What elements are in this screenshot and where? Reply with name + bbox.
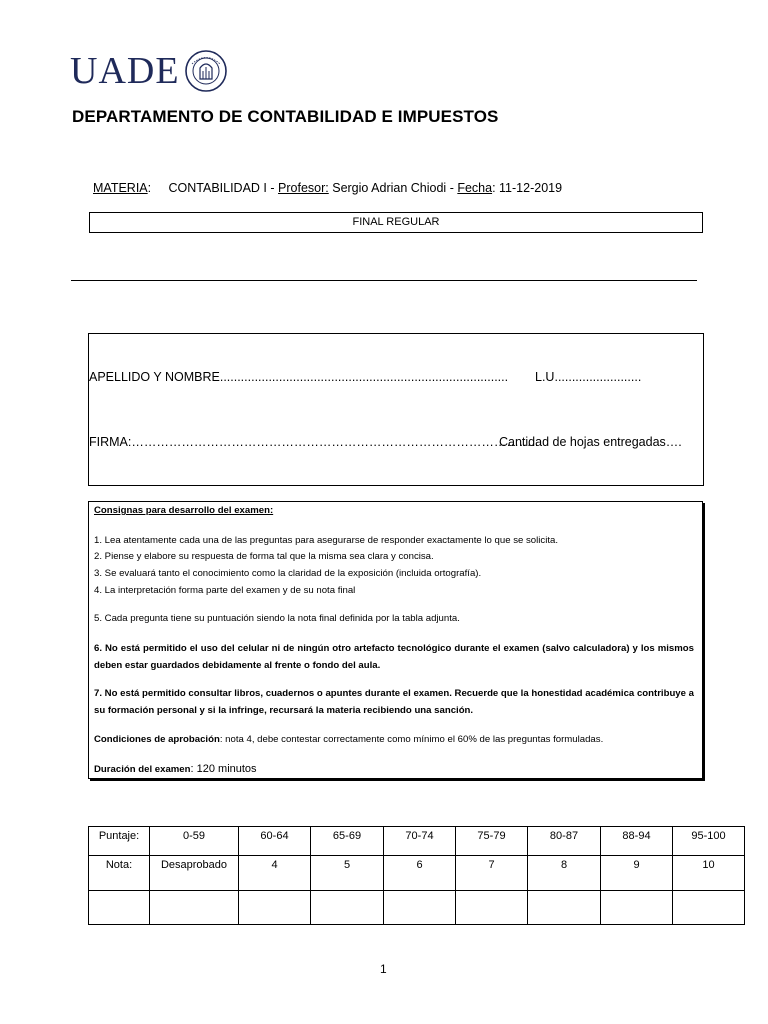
fundacion-seal-icon — [184, 49, 228, 93]
table-cell[interactable] — [89, 891, 150, 925]
table-cell: 5 — [311, 856, 384, 891]
approval-text: : nota 4, debe contestar correctamente como mínimo el 60% de las preguntas formuladas. — [219, 734, 604, 745]
empty-row — [89, 891, 745, 925]
table-cell: 75-79 — [456, 827, 528, 856]
table-cell: Puntaje: — [89, 827, 150, 856]
table-cell: 80-87 — [528, 827, 601, 856]
table-cell[interactable] — [239, 891, 311, 925]
table-cell[interactable] — [601, 891, 673, 925]
duration-text: : 120 minutos — [190, 763, 257, 775]
page-number: 1 — [380, 962, 387, 976]
exam-type-box: FINAL REGULAR — [89, 212, 703, 233]
approval-conditions — [94, 731, 694, 748]
name-field[interactable] — [89, 370, 508, 384]
subject-line: MATERIA: CONTABILIDAD I - Profesor: Sergio Adrian Chiodi - Fecha: 11-12-2019 — [93, 181, 563, 195]
table-cell[interactable] — [311, 891, 384, 925]
instruction-item: 5. Cada pregunta tiene su puntuación siendo la nota final definida por la tabla adjunta. — [94, 613, 460, 624]
materia-label: MATERIA — [93, 181, 148, 195]
table-cell[interactable] — [384, 891, 456, 925]
table-cell: 95-100 — [673, 827, 745, 856]
instruction-item: 7. No está permitido consultar libros, cuadernos o apuntes durante el examen. Recuerde que la honestidad académica contribuye a su formación personal y si la infringe, recursará la materia recibiendo una sanción. — [94, 688, 694, 716]
instruction-item: 1. Lea atentamente cada una de las preguntas para asegurarse de responder exactamente lo que se solicita. — [94, 535, 559, 546]
instructions-title: Consignas para desarrollo del examen: — [94, 505, 274, 516]
instruction-item: 4. La interpretación forma parte del examen y de su nota final — [94, 585, 356, 596]
fecha-label: Fecha — [457, 181, 493, 195]
firma-field[interactable] — [89, 435, 538, 449]
grades-table — [88, 826, 745, 925]
profesor-value: Sergio Adrian Chiodi — [332, 181, 447, 195]
profesor-label: Profesor: — [278, 181, 329, 195]
table-cell: 88-94 — [601, 827, 673, 856]
grade-row — [89, 856, 745, 891]
table-cell[interactable] — [150, 891, 239, 925]
instruction-item: 2. Piense y elabore su respuesta de forma tal que la misma sea clara y concisa. — [94, 551, 434, 562]
table-cell: 0-59 — [150, 827, 239, 856]
student-info-box — [88, 333, 704, 486]
instructions-box — [88, 501, 703, 779]
lu-label: L.U. — [535, 370, 558, 384]
table-cell: Nota: — [89, 856, 150, 891]
table-cell[interactable] — [528, 891, 601, 925]
department-title: DEPARTAMENTO DE CONTABILIDAD E IMPUESTOS — [72, 107, 499, 126]
table-cell: 10 — [673, 856, 745, 891]
hojas-field[interactable] — [499, 435, 682, 449]
table-cell: 9 — [601, 856, 673, 891]
score-row — [89, 827, 745, 856]
logo-text: UADE — [70, 50, 180, 92]
table-cell: 8 — [528, 856, 601, 891]
instruction-item: 6. No está permitido el uso del celular ni de ningún otro artefacto tecnológico durante el examen (salvo calculadora) y los mismos deben estar guardados debidamente al frente o fondo del aula. — [94, 643, 694, 671]
approval-label: Condiciones de aprobación — [94, 734, 220, 745]
table-cell: 70-74 — [384, 827, 456, 856]
table-cell: Desaprobado — [150, 856, 239, 891]
separator-line — [71, 280, 697, 281]
table-cell: 7 — [456, 856, 528, 891]
table-cell[interactable] — [673, 891, 745, 925]
materia-value: CONTABILIDAD I — [168, 181, 267, 195]
table-cell: 6 — [384, 856, 456, 891]
name-label: APELLIDO Y NOMBRE — [89, 370, 220, 384]
uade-logo — [70, 48, 228, 94]
exam-duration — [94, 761, 694, 778]
name-dots: ................................................................................... — [219, 370, 509, 384]
duration-label: Duración del examen — [94, 764, 191, 775]
firma-label: FIRMA: — [89, 435, 132, 449]
lu-field[interactable] — [535, 370, 641, 384]
firma-dots: …………………………………………………………………………………….. — [131, 435, 539, 449]
hojas-label: Cantidad de hojas entregadas…. — [499, 435, 682, 449]
table-cell: 4 — [239, 856, 311, 891]
lu-dots: ........................ — [557, 370, 642, 384]
fecha-value: 11-12-2019 — [499, 181, 563, 195]
table-cell[interactable] — [456, 891, 528, 925]
table-cell: 60-64 — [239, 827, 311, 856]
instruction-item: 3. Se evaluará tanto el conocimiento como la claridad de la exposición (incluida ortografía). — [94, 568, 482, 579]
table-cell: 65-69 — [311, 827, 384, 856]
